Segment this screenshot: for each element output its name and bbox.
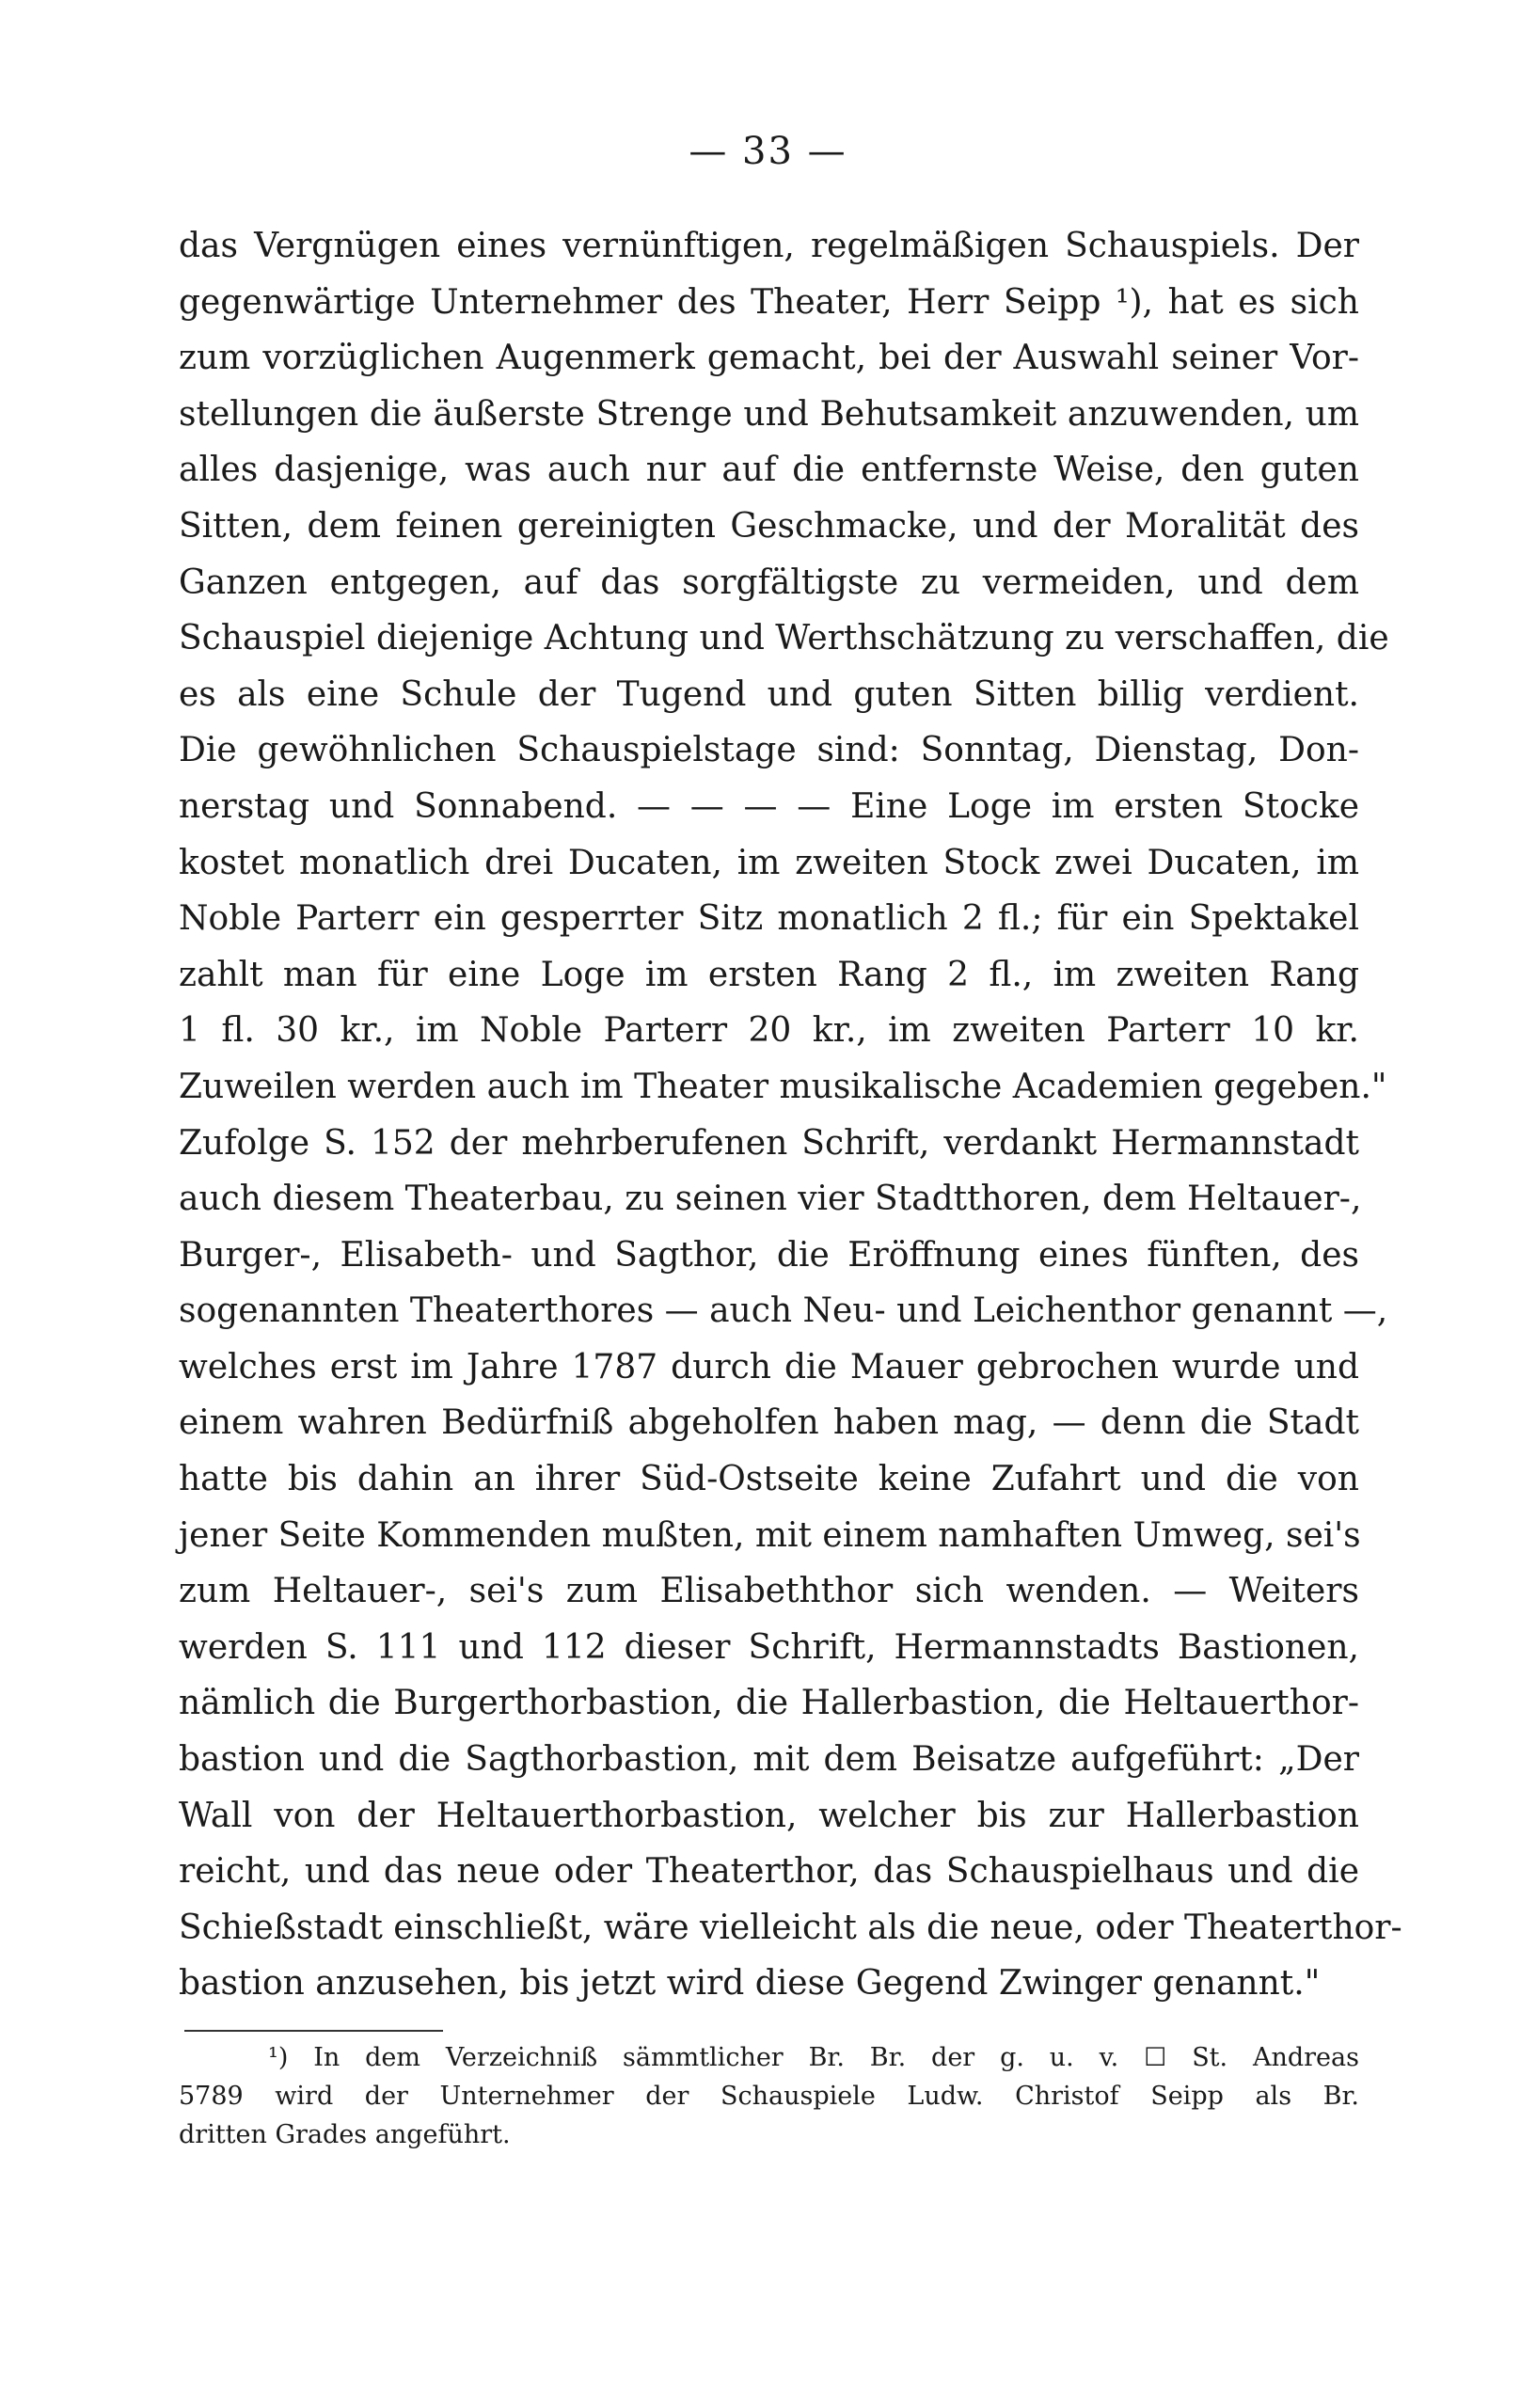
text-line: hatte bis dahin an ihrer Süd-Ostseite keine Zufahrt und die von <box>179 1460 1359 1499</box>
text-line: gegenwärtige Unternehmer des Theater, Herr Seipp ¹), hat es sich <box>179 282 1359 322</box>
text-line: jener Seite Kommenden mußten, mit einem namhaften Umweg, sei's <box>179 1515 1361 1555</box>
footnote <box>179 2038 1359 2154</box>
text-line: sogenannten Theaterthores — auch Neu- und Leichenthor genannt —, <box>179 1291 1388 1331</box>
text-line: bastion anzusehen, bis jetzt wird diese Gegend Zwinger genannt." <box>179 1964 1321 2004</box>
text-line: zum Heltauer-, sei's zum Elisabeththor sich wenden. — Weiters <box>179 1572 1359 1611</box>
footnote-divider <box>184 2030 443 2032</box>
text-line: zum vorzüglichen Augenmerk gemacht, bei der Auswahl seiner Vor- <box>179 339 1359 378</box>
text-line: bastion und die Sagthorbastion, mit dem Beisatze aufgeführt: „Der <box>179 1740 1359 1780</box>
footnote-line: ¹) In dem Verzeichniß sämmtlicher Br. Br. der g. u. v. ☐ St. Andreas <box>268 2043 1359 2072</box>
text-line: Noble Parterr ein gesperrter Sitz monatlich 2 fl.; für ein Spektakel <box>179 899 1359 939</box>
text-line: einem wahren Bedürfniß abgeholfen haben mag, — denn die Stadt <box>179 1403 1359 1443</box>
text-line: 1 fl. 30 kr., im Noble Parterr 20 kr., im zweiten Parterr 10 kr. <box>179 1011 1359 1051</box>
text-line: kostet monatlich drei Ducaten, im zweiten Stock zwei Ducaten, im <box>179 843 1359 882</box>
text-line: Schießstadt einschließt, wäre vielleicht als die neue, oder Theaterthor- <box>179 1908 1402 1947</box>
text-line: Sitten, dem feinen gereinigten Geschmacke, und der Moralität des <box>179 506 1359 546</box>
footnote-line: 5789 wird der Unternehmer der Schauspiele Ludw. Christof Seipp als Br. <box>179 2082 1359 2111</box>
text-line: alles dasjenige, was auch nur auf die entfernste Weise, den guten <box>179 451 1359 490</box>
text-line: welches erst im Jahre 1787 durch die Mauer gebrochen wurde und <box>179 1347 1359 1386</box>
text-line: zahlt man für eine Loge im ersten Rang 2 fl., im zweiten Rang <box>179 955 1359 994</box>
text-line: Zufolge S. 152 der mehrberufenen Schrift, verdankt Hermannstadt <box>179 1123 1359 1163</box>
text-line: werden S. 111 und 112 dieser Schrift, Hermannstadts Bastionen, <box>179 1627 1359 1667</box>
main-text <box>179 218 1402 2012</box>
text-line: nerstag und Sonnabend. — — — — Eine Loge im ersten Stocke <box>179 786 1359 826</box>
text-line: Zuweilen werden auch im Theater musikalische Academien gegeben." <box>179 1067 1387 1106</box>
text-line: Die gewöhnlichen Schauspielstage sind: Sonntag, Dienstag, Don- <box>179 731 1359 770</box>
text-line: es als eine Schule der Tugend und guten Sitten billig verdient. <box>179 674 1359 714</box>
text-line: Wall von der Heltauerthorbastion, welcher bis zur Hallerbastion <box>179 1796 1359 1835</box>
text-line: Ganzen entgegen, auf das sorgfältigste zu vermeiden, und dem <box>179 562 1359 602</box>
page-number: — 33 — <box>689 130 847 173</box>
text-line: reicht, und das neue oder Theaterthor, das Schauspielhaus und die <box>179 1852 1359 1892</box>
text-line: das Vergnügen eines vernünftigen, regelmäßigen Schauspiels. Der <box>179 227 1359 265</box>
text-line: Burger-, Elisabeth- und Sagthor, die Eröffnung eines fünften, des <box>179 1235 1359 1275</box>
footnote-line: dritten Grades angeführt. <box>179 2120 511 2149</box>
text-line: stellungen die äußerste Strenge und Behutsamkeit anzuwenden, um <box>179 394 1359 434</box>
text-line: auch diesem Theaterbau, zu seinen vier Stadtthoren, dem Heltauer-, <box>179 1180 1362 1219</box>
text-line: Schauspiel diejenige Achtung und Werthschätzung zu verschaffen, die <box>179 619 1389 658</box>
text-line: nämlich die Burgerthorbastion, die Hallerbastion, die Heltauerthor- <box>179 1684 1359 1723</box>
